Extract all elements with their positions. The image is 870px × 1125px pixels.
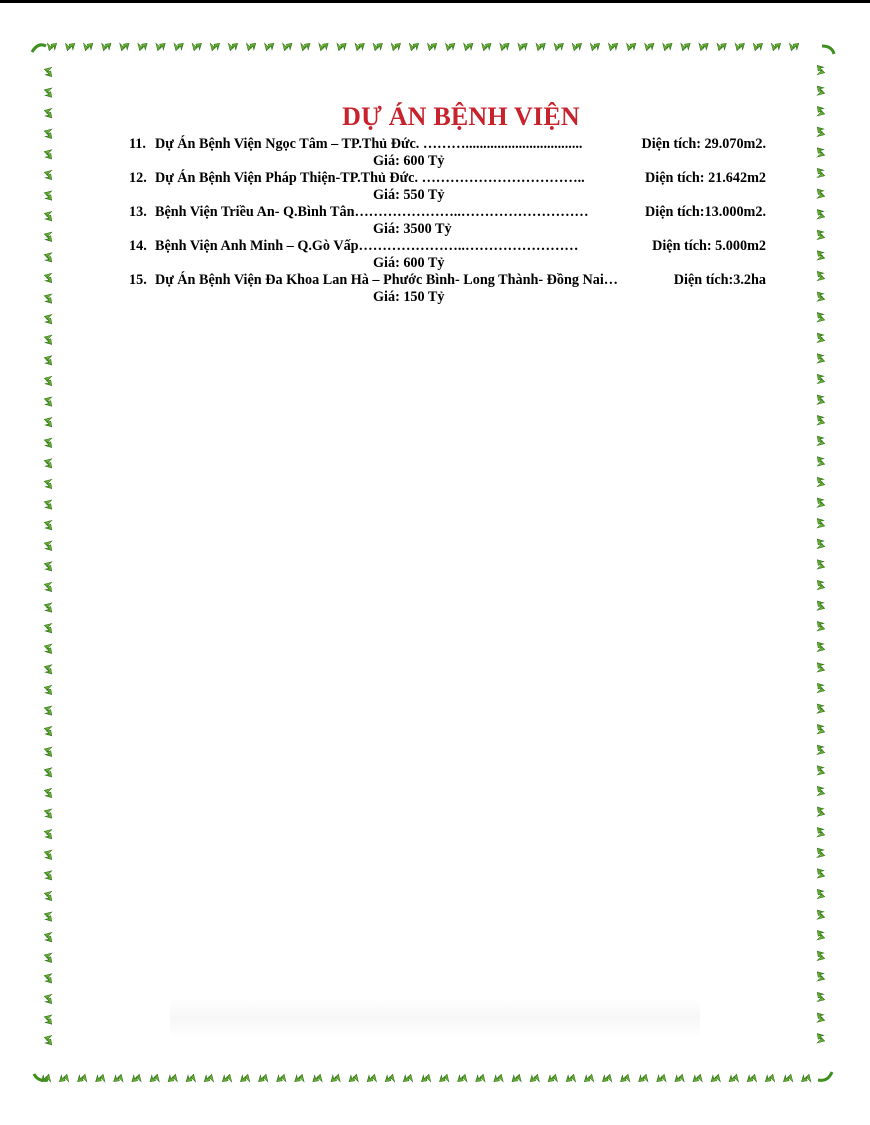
border-arrow-bottom-icon xyxy=(59,1074,68,1081)
border-arrow-left-icon xyxy=(44,418,51,427)
border-arrow-left-icon xyxy=(44,397,51,406)
border-arrow-left-icon xyxy=(44,562,51,571)
border-arrow-left-icon xyxy=(44,335,51,344)
border-arrow-left-icon xyxy=(44,871,51,880)
list-item xyxy=(0,170,870,204)
border-arrow-left-icon xyxy=(44,67,51,76)
border-arrow-bottom-icon xyxy=(566,1074,575,1081)
border-arrow-bottom-icon xyxy=(204,1074,213,1081)
border-arrow-right-icon xyxy=(817,601,824,610)
border-arrow-bottom-icon xyxy=(114,1074,123,1081)
border-arrow-bottom-icon xyxy=(602,1074,611,1081)
border-arrow-top-icon xyxy=(138,43,147,50)
border-arrow-left-icon xyxy=(44,809,51,818)
border-arrow-top-icon xyxy=(156,43,165,50)
border-arrow-bottom-icon xyxy=(747,1074,756,1081)
border-arrow-top-icon xyxy=(717,43,726,50)
item-line xyxy=(0,170,870,187)
border-arrow-left-icon xyxy=(44,1015,51,1024)
item-area: Diện tích: 29.070m2. xyxy=(641,136,766,152)
border-arrow-left-icon xyxy=(44,727,51,736)
border-arrow-right-icon xyxy=(817,354,824,363)
border-arrow-bottom-icon xyxy=(729,1074,738,1081)
border-arrow-left-icon xyxy=(44,88,51,97)
border-arrow-right-icon xyxy=(817,869,824,878)
border-arrow-top-icon xyxy=(464,43,473,50)
border-arrow-bottom-icon xyxy=(621,1074,630,1081)
border-arrow-top-icon xyxy=(735,43,744,50)
item-number: 13. xyxy=(129,204,147,220)
border-arrow-top-icon xyxy=(192,43,201,50)
border-arrow-right-icon xyxy=(817,848,824,857)
border-arrow-right-icon xyxy=(817,395,824,404)
border-arrow-bottom-icon xyxy=(783,1074,792,1081)
item-name: Dự Án Bệnh Viện Pháp Thiện-TP.Thủ Đức. …………………………….. xyxy=(155,170,585,186)
border-arrow-bottom-icon xyxy=(512,1074,521,1081)
border-arrow-left-icon xyxy=(44,603,51,612)
border-arrow-left-icon xyxy=(44,315,51,324)
border-arrow-top-icon xyxy=(663,43,672,50)
border-arrow-left-icon xyxy=(44,376,51,385)
border-arrow-top-icon xyxy=(645,43,654,50)
border-arrow-top-icon xyxy=(681,43,690,50)
border-arrow-top-icon xyxy=(337,43,346,50)
border-arrow-top-icon xyxy=(301,43,310,50)
border-arrow-right-icon xyxy=(817,704,824,713)
border-arrow-bottom-icon xyxy=(78,1074,87,1081)
border-arrow-top-icon xyxy=(210,43,219,50)
border-arrow-top-icon xyxy=(47,43,56,50)
border-arrow-left-icon xyxy=(44,438,51,447)
border-arrow-right-icon xyxy=(817,374,824,383)
item-number: 14. xyxy=(129,238,147,254)
border-arrow-right-icon xyxy=(817,580,824,589)
border-arrow-right-icon xyxy=(817,498,824,507)
border-arrow-bottom-icon xyxy=(675,1074,684,1081)
border-arrow-bottom-icon xyxy=(331,1074,340,1081)
item-name: Bệnh Viện Anh Minh – Q.Gò Vấp…………………..…………………… xyxy=(155,238,579,254)
border-arrow-right-icon xyxy=(817,663,824,672)
border-arrow-left-icon xyxy=(44,912,51,921)
border-arrow-left-icon xyxy=(44,933,51,942)
border-arrow-left-icon xyxy=(44,459,51,468)
border-arrow-bottom-icon xyxy=(421,1074,430,1081)
item-area: Diện tích: 5.000m2 xyxy=(652,238,766,254)
item-price: Giá: 3500 Tỷ xyxy=(373,221,452,237)
border-arrow-bottom-icon xyxy=(711,1074,720,1081)
border-arrow-right-icon xyxy=(817,416,824,425)
border-arrow-bottom-icon xyxy=(693,1074,702,1081)
border-arrow-left-icon xyxy=(44,521,51,530)
border-arrow-top-icon xyxy=(536,43,545,50)
item-line xyxy=(0,272,870,289)
border-arrow-right-icon xyxy=(817,436,824,445)
border-arrow-right-icon xyxy=(817,65,824,74)
faint-watermark-band xyxy=(170,998,700,1038)
border-arrow-top-icon xyxy=(771,43,780,50)
border-arrow-top-icon xyxy=(482,43,491,50)
border-arrow-right-icon xyxy=(817,560,824,569)
border-arrow-bottom-icon xyxy=(222,1074,231,1081)
border-arrow-bottom-icon xyxy=(259,1074,268,1081)
border-arrow-top-icon xyxy=(391,43,400,50)
border-arrow-top-icon xyxy=(319,43,328,50)
border-arrow-bottom-icon xyxy=(584,1074,593,1081)
border-arrow-top-icon xyxy=(120,43,129,50)
border-arrow-bottom-icon xyxy=(367,1074,376,1081)
border-arrow-bottom-icon xyxy=(765,1074,774,1081)
item-line xyxy=(0,204,870,221)
border-arrow-top-icon xyxy=(446,43,455,50)
border-arrow-left-icon xyxy=(44,500,51,509)
border-arrow-left-icon xyxy=(44,953,51,962)
border-arrow-right-icon xyxy=(817,457,824,466)
item-number: 12. xyxy=(129,170,147,186)
border-arrow-bottom-icon xyxy=(802,1074,811,1081)
border-arrow-top-icon xyxy=(753,43,762,50)
border-arrow-top-icon xyxy=(174,43,183,50)
border-arrow-left-icon xyxy=(44,624,51,633)
border-arrow-top-icon xyxy=(554,43,563,50)
list-item xyxy=(0,238,870,272)
project-list xyxy=(0,136,870,306)
border-arrow-left-icon xyxy=(44,685,51,694)
item-area: Diện tích: 21.642m2 xyxy=(645,170,766,186)
border-arrow-top-icon xyxy=(102,43,111,50)
border-arrow-right-icon xyxy=(817,477,824,486)
corner-curl-bottom-right xyxy=(818,1072,832,1080)
border-arrow-left-icon xyxy=(44,644,51,653)
border-arrow-top-icon xyxy=(699,43,708,50)
border-arrow-right-icon xyxy=(817,889,824,898)
border-arrow-left-icon xyxy=(44,768,51,777)
border-arrow-top-icon xyxy=(65,43,74,50)
border-arrow-top-icon xyxy=(246,43,255,50)
border-arrow-left-icon xyxy=(44,788,51,797)
item-line xyxy=(0,136,870,153)
border-arrow-bottom-icon xyxy=(458,1074,467,1081)
border-arrow-bottom-icon xyxy=(385,1074,394,1081)
item-area: Diện tích:3.2ha xyxy=(673,272,766,288)
border-arrow-left-icon xyxy=(44,974,51,983)
border-arrow-top-icon xyxy=(265,43,274,50)
border-arrow-right-icon xyxy=(817,86,824,95)
border-arrow-right-icon xyxy=(817,828,824,837)
border-arrow-bottom-icon xyxy=(96,1074,105,1081)
border-arrow-bottom-icon xyxy=(657,1074,666,1081)
border-arrow-bottom-icon xyxy=(403,1074,412,1081)
border-arrow-bottom-icon xyxy=(186,1074,195,1081)
border-arrow-right-icon xyxy=(817,519,824,528)
item-price: Giá: 550 Tỷ xyxy=(373,187,445,203)
border-arrow-right-icon xyxy=(817,807,824,816)
item-name: Dự Án Bệnh Viện Đa Khoa Lan Hà – Phước Bình- Long Thành- Đồng Nai… xyxy=(155,272,618,288)
border-arrow-bottom-icon xyxy=(639,1074,648,1081)
border-arrow-left-icon xyxy=(44,541,51,550)
border-arrow-bottom-icon xyxy=(313,1074,322,1081)
border-arrow-bottom-icon xyxy=(168,1074,177,1081)
border-arrow-right-icon xyxy=(817,539,824,548)
border-arrow-bottom-icon xyxy=(295,1074,304,1081)
border-arrow-right-icon xyxy=(817,683,824,692)
border-arrow-top-icon xyxy=(608,43,617,50)
border-arrow-left-icon xyxy=(44,582,51,591)
border-arrow-top-icon xyxy=(590,43,599,50)
border-arrow-right-icon xyxy=(817,725,824,734)
border-arrow-right-icon xyxy=(817,931,824,940)
border-arrow-right-icon xyxy=(817,910,824,919)
border-arrow-right-icon xyxy=(817,745,824,754)
item-price: Giá: 600 Tỷ xyxy=(373,153,445,169)
border-arrow-bottom-icon xyxy=(440,1074,449,1081)
list-item xyxy=(0,272,870,306)
border-arrow-bottom-icon xyxy=(476,1074,485,1081)
border-arrow-left-icon xyxy=(44,1036,51,1045)
border-arrow-bottom-icon xyxy=(548,1074,557,1081)
border-arrow-top-icon xyxy=(283,43,292,50)
border-arrow-bottom-icon xyxy=(150,1074,159,1081)
border-arrow-top-icon xyxy=(427,43,436,50)
page-title: DỰ ÁN BỆNH VIỆN xyxy=(342,102,580,131)
border-arrow-top-icon xyxy=(627,43,636,50)
border-arrow-bottom-icon xyxy=(349,1074,358,1081)
border-arrow-right-icon xyxy=(817,642,824,651)
corner-curl-top-left xyxy=(32,45,46,52)
border-arrow-right-icon xyxy=(817,313,824,322)
border-arrow-left-icon xyxy=(44,830,51,839)
border-arrow-bottom-icon xyxy=(132,1074,141,1081)
border-arrow-left-icon xyxy=(44,747,51,756)
border-arrow-top-icon xyxy=(572,43,581,50)
border-arrow-right-icon xyxy=(817,951,824,960)
border-arrow-top-icon xyxy=(228,43,237,50)
list-item xyxy=(0,136,870,170)
item-price: Giá: 600 Tỷ xyxy=(373,255,445,271)
border-arrow-right-icon xyxy=(817,972,824,981)
border-arrow-top-icon xyxy=(409,43,418,50)
border-arrow-top-icon xyxy=(789,43,798,50)
border-arrow-left-icon xyxy=(44,891,51,900)
border-arrow-top-icon xyxy=(373,43,382,50)
border-arrow-right-icon xyxy=(817,1034,824,1043)
border-arrow-left-icon xyxy=(44,356,51,365)
item-number: 15. xyxy=(129,272,147,288)
border-arrow-right-icon xyxy=(817,786,824,795)
border-arrow-right-icon xyxy=(817,766,824,775)
border-arrow-left-icon xyxy=(44,479,51,488)
border-arrow-left-icon xyxy=(44,665,51,674)
border-arrow-left-icon xyxy=(44,850,51,859)
item-name: Dự Án Bệnh Viện Ngọc Tâm – TP.Thủ Đức. ………................................. xyxy=(155,136,583,152)
border-arrow-right-icon xyxy=(817,1013,824,1022)
corner-curl-top-right xyxy=(822,46,834,54)
border-arrow-left-icon xyxy=(44,994,51,1003)
border-arrow-right-icon xyxy=(817,333,824,342)
item-number: 11. xyxy=(129,136,146,152)
list-item xyxy=(0,204,870,238)
border-arrow-top-icon xyxy=(500,43,509,50)
border-arrow-bottom-icon xyxy=(277,1074,286,1081)
border-arrow-top-icon xyxy=(518,43,527,50)
border-arrow-top-icon xyxy=(84,43,93,50)
item-price: Giá: 150 Tỷ xyxy=(373,289,445,305)
border-arrow-top-icon xyxy=(355,43,364,50)
border-arrow-bottom-icon xyxy=(530,1074,539,1081)
border-arrow-right-icon xyxy=(817,622,824,631)
item-line xyxy=(0,238,870,255)
border-arrow-left-icon xyxy=(44,706,51,715)
border-arrow-bottom-icon xyxy=(240,1074,249,1081)
border-arrow-right-icon xyxy=(817,992,824,1001)
border-arrow-bottom-icon xyxy=(494,1074,503,1081)
item-area: Diện tích:13.000m2. xyxy=(645,204,766,220)
item-name: Bệnh Viện Triều An- Q.Bình Tân…………………..……………………… xyxy=(155,204,589,220)
